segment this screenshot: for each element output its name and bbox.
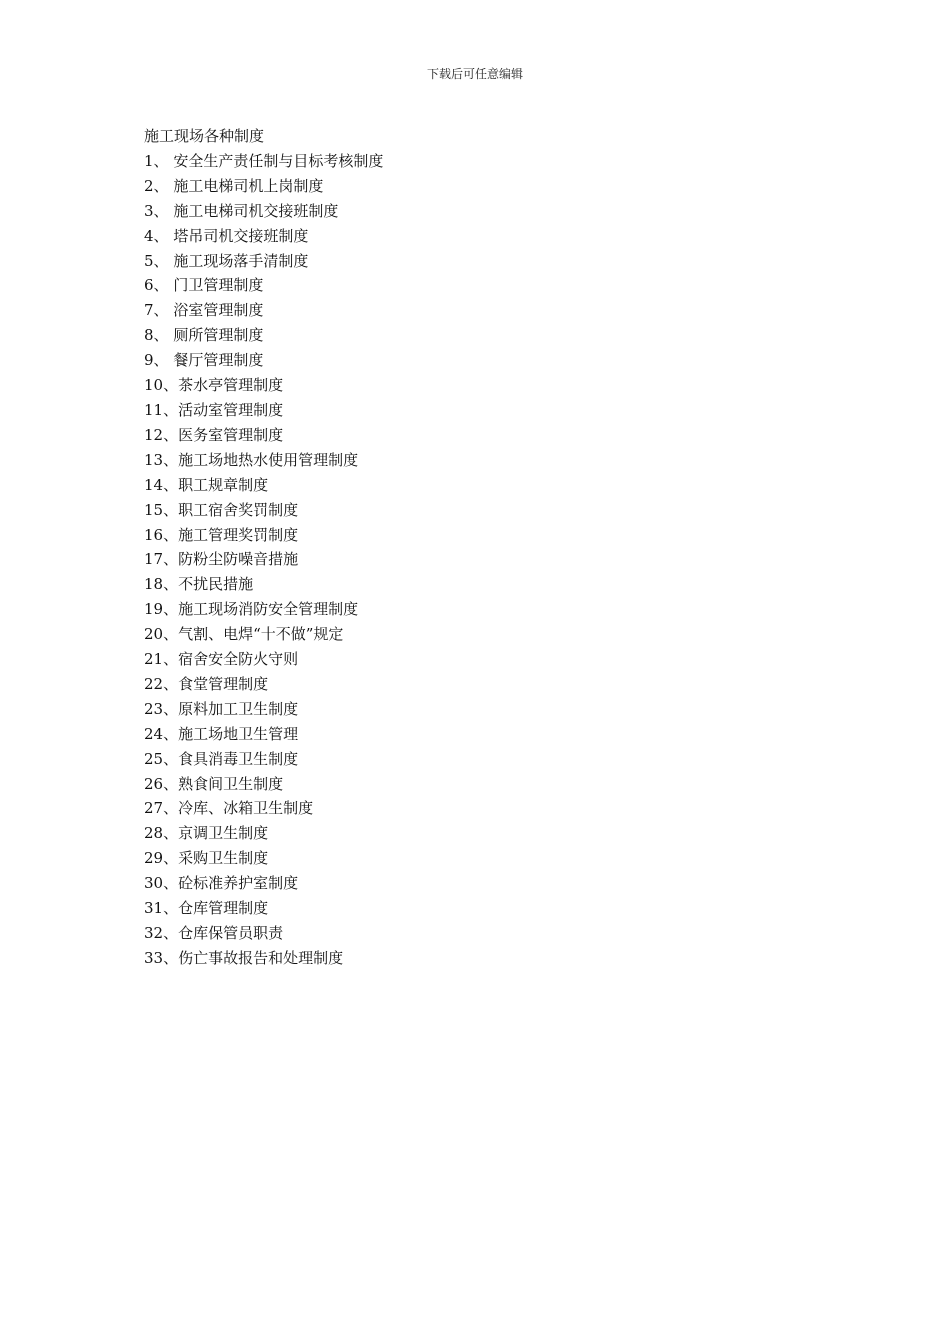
regulation-list — [144, 149, 844, 971]
list-item-label: 职工宿舍奖罚制度 — [178, 500, 299, 519]
list-item — [144, 249, 844, 274]
list-item-number: 7、 — [144, 301, 174, 320]
list-item — [144, 498, 844, 523]
list-item — [144, 672, 844, 697]
list-item-number: 31、 — [144, 899, 179, 918]
list-item-label: 餐厅管理制度 — [173, 351, 264, 370]
list-item-label: 安全生产责任制与目标考核制度 — [173, 151, 384, 170]
list-item — [144, 298, 844, 323]
list-item-label: 茶水亭管理制度 — [178, 376, 284, 395]
list-item-number: 29、 — [144, 849, 179, 868]
list-item — [144, 348, 844, 373]
list-item-number: 10、 — [144, 376, 179, 395]
list-item — [144, 523, 844, 548]
list-item — [144, 796, 844, 821]
list-item — [144, 921, 844, 946]
list-item-label: 施工场地卫生管理 — [178, 724, 299, 743]
list-item-number: 20、 — [144, 625, 179, 644]
list-item-label: 施工电梯司机上岗制度 — [173, 176, 324, 195]
list-item-number: 14、 — [144, 475, 179, 494]
list-item-number: 27、 — [144, 799, 179, 818]
list-item-label: 施工电梯司机交接班制度 — [173, 201, 339, 220]
list-item-label: 仓库管理制度 — [178, 899, 269, 918]
list-item — [144, 697, 844, 722]
list-item-label: 伤亡事故报告和处理制度 — [178, 948, 344, 967]
list-item-label: 仓库保管员职责 — [178, 924, 284, 942]
list-item-number: 22、 — [144, 674, 179, 693]
list-item-number: 21、 — [144, 650, 179, 669]
list-item-number: 26、 — [144, 774, 179, 793]
list-item — [144, 946, 844, 971]
list-item — [144, 722, 844, 747]
list-item-number: 8、 — [144, 326, 174, 345]
list-item — [144, 622, 844, 647]
list-item-number: 5、 — [144, 251, 174, 270]
list-item-number: 4、 — [144, 226, 174, 245]
list-item-label: 防粉尘防噪音措施 — [178, 550, 299, 569]
list-item-label: 塔吊司机交接班制度 — [173, 226, 309, 245]
list-item — [144, 747, 844, 772]
document-title: 施工现场各种制度 — [144, 127, 265, 145]
list-item — [144, 597, 844, 622]
list-item-label: 食具消毒卫生制度 — [178, 749, 299, 768]
list-item-number: 33、 — [144, 948, 179, 967]
list-item — [144, 772, 844, 797]
list-item-number: 9、 — [144, 351, 174, 370]
list-item — [144, 423, 844, 448]
list-item-number: 19、 — [144, 600, 179, 619]
list-item — [144, 647, 844, 672]
list-item-number: 17、 — [144, 550, 179, 569]
list-item-label: 食堂管理制度 — [178, 674, 269, 693]
list-item-number: 25、 — [144, 749, 179, 768]
list-item-label: 厕所管理制度 — [173, 326, 264, 345]
list-item-number: 30、 — [144, 874, 179, 893]
list-item — [144, 224, 844, 249]
list-item-label: 宿舍安全防火守则 — [178, 650, 299, 669]
list-item-number: 1、 — [144, 151, 174, 170]
list-item-label: 施工管理奖罚制度 — [178, 525, 299, 544]
list-item-number: 23、 — [144, 699, 179, 718]
list-item — [144, 174, 844, 199]
list-item — [144, 373, 844, 398]
list-item-label: 施工场地热水使用管理制度 — [178, 450, 359, 469]
list-item — [144, 821, 844, 846]
list-item — [144, 896, 844, 921]
list-item-number: 16、 — [144, 525, 179, 544]
list-item — [144, 149, 844, 174]
list-item-label: 京调卫生制度 — [178, 824, 269, 843]
list-item-label: 职工规章制度 — [178, 475, 269, 494]
list-item-number: 18、 — [144, 575, 179, 594]
list-item-number: 15、 — [144, 500, 179, 519]
list-item — [144, 273, 844, 298]
list-item-number: 28、 — [144, 824, 179, 843]
list-item — [144, 199, 844, 224]
list-item — [144, 473, 844, 498]
list-item-number: 6、 — [144, 276, 174, 295]
list-item-label: 砼标准养护室制度 — [178, 874, 299, 893]
page-header: 下载后可任意编辑 — [426, 67, 523, 81]
list-item-label: 原料加工卫生制度 — [178, 699, 299, 718]
list-item — [144, 547, 844, 572]
list-item — [144, 846, 844, 871]
document-body — [144, 124, 844, 971]
list-item-label: 门卫管理制度 — [173, 276, 264, 295]
list-item-number: 12、 — [144, 425, 179, 444]
list-item-label: 医务室管理制度 — [178, 425, 284, 444]
list-item-number: 24、 — [144, 724, 179, 743]
list-item — [144, 871, 844, 896]
list-item — [144, 572, 844, 597]
list-item-number: 3、 — [144, 201, 174, 220]
list-item-number: 13、 — [144, 450, 179, 469]
list-item-number: 2、 — [144, 176, 174, 195]
list-item-label: 冷库、冰箱卫生制度 — [178, 799, 314, 818]
list-item — [144, 448, 844, 473]
list-item-label: 活动室管理制度 — [178, 400, 284, 419]
list-item — [144, 398, 844, 423]
list-item-label: 不扰民措施 — [178, 575, 254, 594]
list-item-label: 气割、电焊“十不做”规定 — [178, 625, 344, 644]
list-item-label: 施工现场消防安全管理制度 — [178, 600, 359, 619]
list-item-label: 浴室管理制度 — [173, 301, 264, 320]
list-item-number: 32、 — [144, 924, 179, 942]
list-item-label: 熟食间卫生制度 — [178, 774, 284, 793]
list-item — [144, 323, 844, 348]
list-item-label: 采购卫生制度 — [178, 849, 269, 868]
list-item-number: 11、 — [144, 400, 179, 419]
list-item-label: 施工现场落手清制度 — [173, 251, 309, 270]
